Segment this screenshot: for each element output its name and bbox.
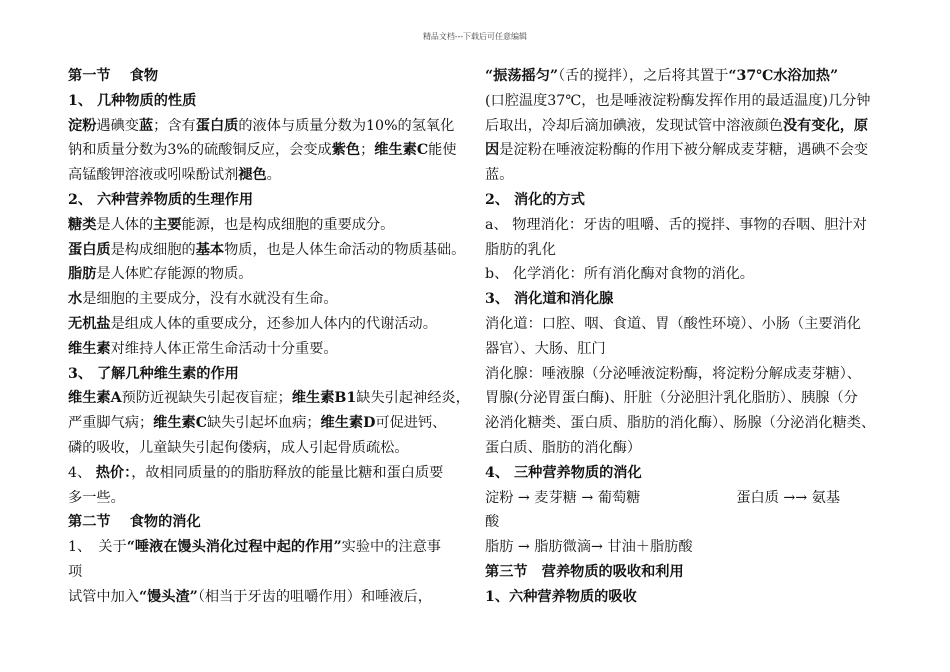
- text-line: [68, 238, 470, 263]
- text-run: a、 物理消化：牙齿的咀嚼、舌的搅拌、事物的吞咽、胆汁对: [485, 216, 867, 233]
- text-line: [485, 89, 890, 114]
- text-run: 胃腺(分泌胃蛋白酶)、肝脏（分泌胆汁乳化脂肪）、胰腺（分: [485, 390, 858, 407]
- text-line: [485, 213, 890, 238]
- text-line: [68, 163, 470, 188]
- text-line: [68, 188, 470, 213]
- text-run: 主要: [153, 216, 182, 233]
- text-run: 可促进钙、: [375, 415, 447, 432]
- text-run: 水: [68, 291, 83, 308]
- text-line: [68, 337, 470, 362]
- text-run: 后取出，冷却后滴加碘液，发现试管中溶液颜色: [485, 117, 783, 134]
- text-run: 的液体与质量分数为10%的氢氧化: [238, 117, 455, 134]
- text-line: [68, 585, 470, 610]
- text-line: [485, 238, 890, 263]
- text-run: 第一节 食物: [68, 68, 159, 84]
- text-line: [485, 386, 890, 411]
- text-run: 是人体的: [96, 216, 154, 233]
- text-run: 蛋白质 →→ 氨基: [736, 489, 841, 506]
- text-line: [485, 585, 890, 610]
- text-line: [485, 114, 890, 139]
- text-run: “37℃水浴加热”: [728, 68, 839, 84]
- text-run: 消化腺：唾液腺（分泌唾液淀粉酶，将淀粉分解成麦芽糖）、: [485, 365, 861, 382]
- text-line: [68, 89, 470, 114]
- text-line: [68, 486, 470, 511]
- text-run: 蓝: [138, 117, 154, 134]
- text-run: 试管中加入: [68, 588, 139, 605]
- text-run: 能源，也是构成细胞的重要成分。: [181, 216, 395, 233]
- text-run: 物质，也是人体生命活动的物质基础。: [224, 241, 466, 258]
- text-run: 3、 消化道和消化腺: [485, 291, 614, 308]
- text-run: 无机盐: [68, 315, 111, 332]
- text-run: 热价：: [95, 464, 132, 481]
- text-line: [485, 486, 890, 511]
- text-run: 是组成人体的重要成分，还参加人体内的代谢活动。: [110, 315, 437, 332]
- text-run: 是细胞的主要成分，没有水就没有生命。: [82, 291, 338, 308]
- text-run: “唾液在馒头消化过程中起的作用”: [126, 539, 342, 556]
- text-run: 。: [266, 167, 281, 184]
- text-run: 维生素C: [153, 415, 207, 432]
- text-run: （相当于牙齿的咀嚼作用）和唾液后，: [197, 588, 432, 605]
- text-run: 维生素C: [374, 142, 429, 159]
- text-run: ；含有: [153, 117, 196, 134]
- text-run: 器官）、大肠、肛门: [485, 340, 606, 357]
- text-line: [485, 163, 890, 188]
- right-column: [485, 64, 890, 610]
- text-line: [68, 64, 470, 89]
- text-line: [68, 138, 470, 163]
- text-run: 高锰酸钾溶液或吲哚酚试剂: [68, 167, 239, 184]
- text-run: 实验中的注意事: [341, 539, 441, 556]
- text-run: 3、 了解几种维生素的作用: [68, 365, 239, 382]
- text-run: 第二节 食物的消化: [68, 514, 201, 531]
- text-run: 蛋白质、脂肪的消化酶）: [485, 439, 642, 456]
- text-run: 是构成细胞的: [110, 241, 196, 258]
- text-line: [485, 535, 890, 560]
- text-line: [485, 337, 890, 362]
- text-line: [68, 560, 470, 585]
- text-line: [485, 411, 890, 436]
- text-line: [68, 411, 470, 436]
- text-line: [485, 64, 890, 89]
- text-run: 对维持人体正常生命活动十分重要。: [110, 340, 338, 357]
- text-run: 酸: [485, 514, 500, 531]
- text-line: [485, 138, 890, 163]
- text-run: 项: [68, 563, 83, 580]
- text-run: 遇碘变: [96, 117, 139, 134]
- text-run: (口腔温度37℃，也是唾液淀粉酶发挥作用的最适温度)几分钟: [485, 92, 871, 109]
- text-run: 钠和质量分数为3%的硫酸铜反应，会变成: [68, 142, 332, 159]
- text-run: 维生素B1: [291, 390, 357, 407]
- text-run: 严重脚气病；: [68, 415, 154, 432]
- text-run: 维生素A: [68, 390, 122, 407]
- text-run: 脂肪: [68, 266, 97, 283]
- text-run: 1、六种营养物质的吸收: [485, 588, 637, 605]
- text-run: 蛋白质: [195, 117, 239, 134]
- text-run: 磷的吸收，儿童缺失引起佝偻病，成人引起骨质疏松。: [68, 439, 409, 456]
- text-run: 脂肪的乳化: [485, 241, 556, 258]
- text-run: 淀粉: [68, 117, 97, 134]
- text-line: [68, 262, 470, 287]
- text-run: 因: [485, 142, 500, 159]
- text-line: [485, 510, 890, 535]
- text-run: 2、 消化的方式: [485, 191, 585, 208]
- text-line: [485, 560, 890, 585]
- text-line: [485, 461, 890, 486]
- text-run: 1、 几种物质的性质: [68, 92, 197, 109]
- text-line: [68, 312, 470, 337]
- text-run: 预防近视缺失引起夜盲症；: [121, 390, 292, 407]
- text-line: [485, 188, 890, 213]
- text-run: “馒头渣”: [138, 588, 198, 605]
- text-run: 多一些。: [68, 489, 125, 506]
- text-run: 紫色: [331, 142, 361, 159]
- text-line: [68, 362, 470, 387]
- left-column: [68, 64, 470, 610]
- text-run: 维生素: [68, 340, 111, 357]
- text-run: 泌消化糖类、蛋白质、脂肪的消化酶）、肠腺（分泌消化糖类、: [485, 415, 876, 432]
- text-line: [68, 436, 470, 461]
- text-run: b、 化学消化：所有消化酶对食物的消化。: [485, 266, 754, 283]
- text-line: [68, 213, 470, 238]
- text-line: [485, 262, 890, 287]
- text-run: 维生素D: [320, 415, 376, 432]
- text-run: 糖类: [68, 216, 97, 233]
- text-line: [68, 510, 470, 535]
- text-run: ，故相同质量的的脂肪释放的能量比糖和蛋白质要: [131, 464, 444, 481]
- text-run: 蓝。: [485, 167, 514, 184]
- text-run: 淀粉 → 麦芽糖 → 葡萄糖: [485, 489, 641, 506]
- text-run: 消化道：口腔、咽、食道、胃（酸性环境）、小肠（主要消化: [485, 315, 861, 332]
- text-line: [485, 436, 890, 461]
- page-header: 精品文档---下载后可任意编辑: [422, 32, 528, 41]
- text-run: （舌的搅拌），之后将其置于: [558, 68, 729, 84]
- text-run: 没有变化，原: [782, 117, 869, 134]
- text-run: 是淀粉在唾液淀粉酶的作用下被分解成麦芽糖，遇碘不会变: [499, 142, 869, 159]
- text-run: 缺失引起坏血病；: [207, 415, 321, 432]
- text-run: 第三节 营养物质的吸收和利用: [485, 563, 684, 580]
- text-run: 脂肪 → 脂肪微滴→ 甘油＋脂肪酸: [485, 539, 693, 556]
- text-line: [68, 386, 470, 411]
- text-run: 4、 三种营养物质的消化: [485, 464, 642, 481]
- text-run: 蛋白质: [68, 241, 111, 258]
- text-line: [68, 535, 470, 560]
- text-run: “振荡摇匀”: [485, 68, 559, 84]
- text-run: 褪色: [238, 167, 267, 184]
- text-run: 4、: [68, 464, 96, 481]
- text-line: [485, 287, 890, 312]
- text-line: [485, 312, 890, 337]
- text-run: 2、 六种营养物质的生理作用: [68, 191, 254, 208]
- text-line: [68, 114, 470, 139]
- text-line: [68, 461, 470, 486]
- text-run: ；: [360, 142, 375, 159]
- text-run: 1、 关于: [68, 539, 127, 556]
- text-run: 缺失引起神经炎，: [356, 390, 470, 407]
- text-line: [485, 362, 890, 387]
- text-line: [68, 287, 470, 312]
- text-run: 是人体贮存能源的物质。: [96, 266, 253, 283]
- text-run: 能使: [428, 142, 457, 159]
- text-run: 基本: [195, 241, 225, 258]
